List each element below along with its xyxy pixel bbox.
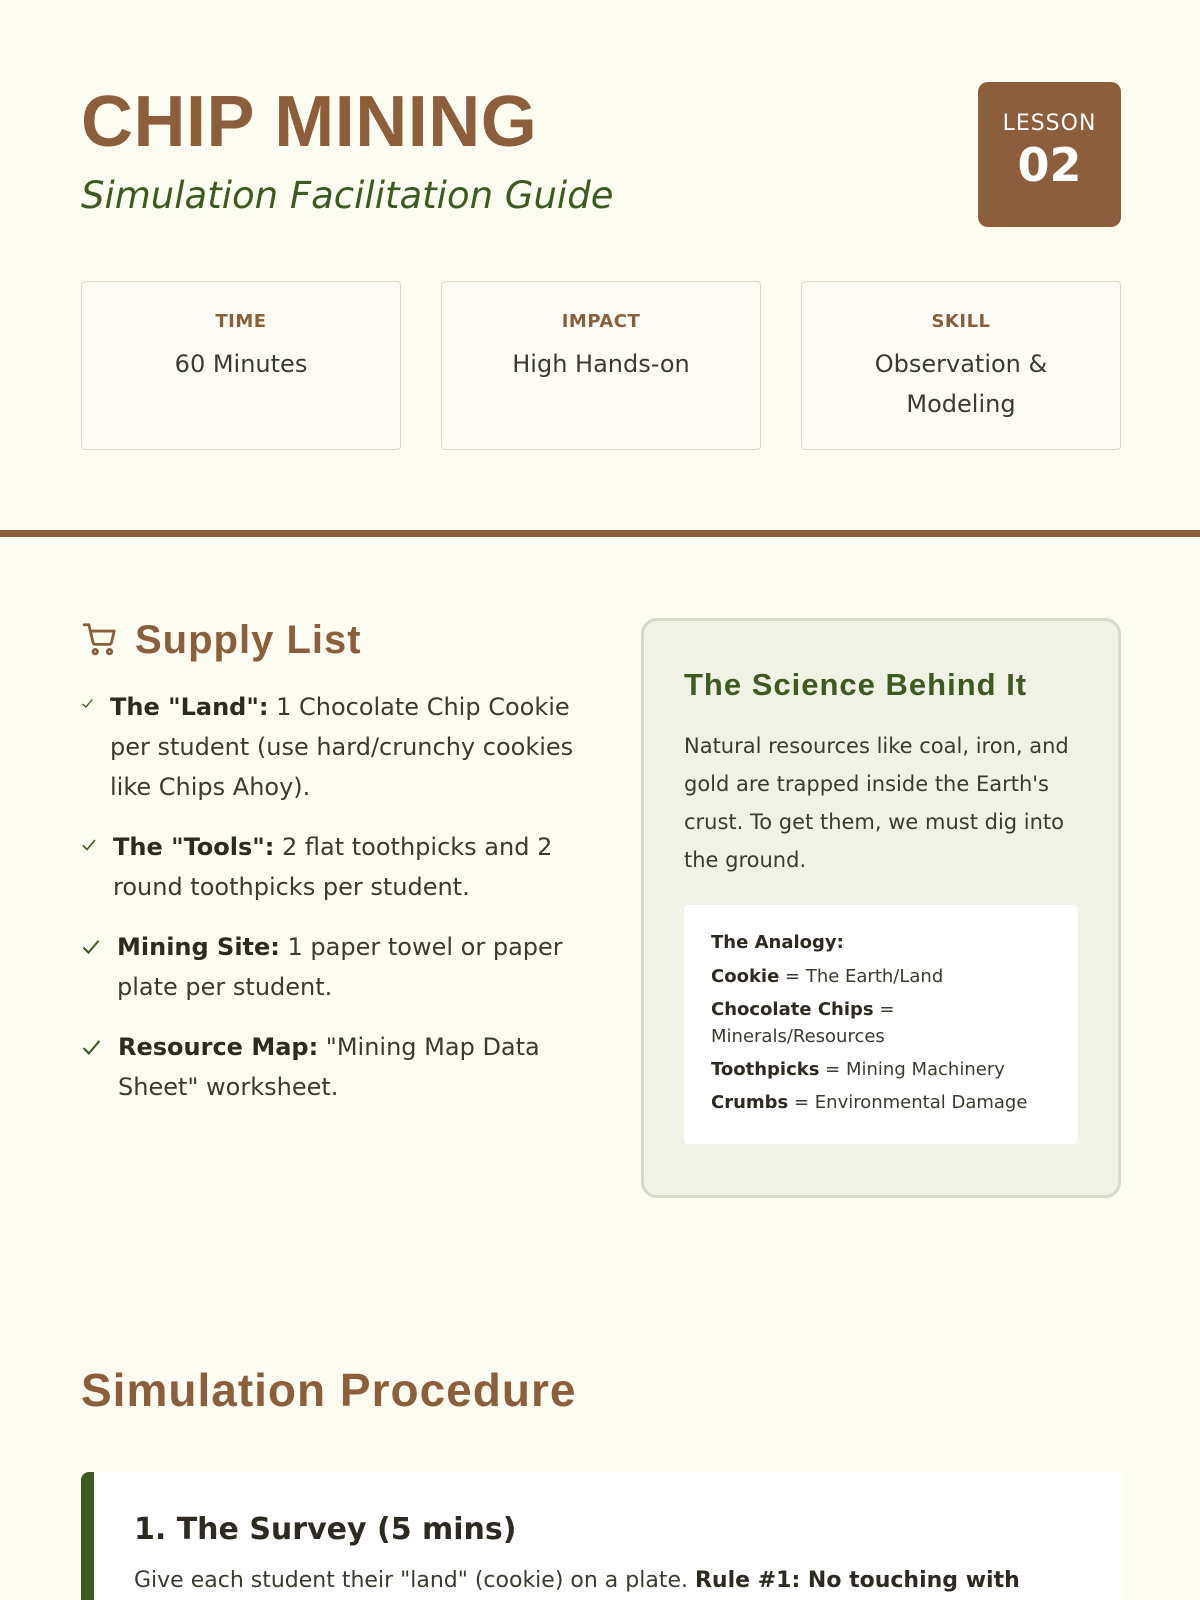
analogy-meaning: = Mining Machinery <box>819 1059 1005 1080</box>
stat-label: IMPACT <box>561 311 641 332</box>
analogy-term: Cookie <box>711 966 780 987</box>
analogy-meaning: = Environmental Damage <box>788 1092 1028 1113</box>
lesson-number: 02 <box>1017 138 1082 192</box>
supply-items <box>81 687 581 1107</box>
procedure-title: Simulation Procedure <box>81 1364 577 1416</box>
analogy-row <box>711 996 1051 1050</box>
supply-item-text: 1 Chocolate Chip Cookie per student (use hard/crunchy cookies like Chips Ahoy). <box>110 693 574 801</box>
step-title: 1. The Survey (5 mins) <box>134 1512 517 1547</box>
stat-card-skill <box>801 281 1121 450</box>
check-icon <box>81 697 94 710</box>
supply-list-title: Supply List <box>135 618 362 662</box>
analogy-box <box>684 905 1078 1144</box>
check-icon <box>81 1037 102 1058</box>
supply-item-label: The "Tools": <box>113 833 275 861</box>
supply-list-section <box>81 618 581 1127</box>
supply-item-label: Resource Map: <box>118 1033 319 1061</box>
supply-list-header <box>81 618 581 663</box>
stat-value: Observation & Modeling <box>874 350 1048 418</box>
stat-label: SKILL <box>931 311 991 332</box>
analogy-term: Chocolate Chips <box>711 999 874 1020</box>
list-item <box>81 927 581 1007</box>
analogy-row <box>711 1056 1051 1083</box>
stat-value: High Hands-on <box>512 350 690 378</box>
science-text: Natural resources like coal, iron, and gold are trapped inside the Earth's crust. To get them, we must dig into the ground. <box>684 734 1069 872</box>
stat-value: 60 Minutes <box>174 350 308 378</box>
page-subtitle: Simulation Facilitation Guide <box>81 174 614 217</box>
header <box>81 82 1121 232</box>
stat-card-time <box>81 281 401 450</box>
supply-item-label: The "Land": <box>110 693 269 721</box>
step-text <box>134 1564 1121 1598</box>
science-box <box>641 618 1121 1198</box>
lesson-label: LESSON <box>1002 111 1097 136</box>
analogy-row <box>711 1089 1051 1116</box>
cart-icon <box>81 620 119 662</box>
stat-card-impact <box>441 281 761 450</box>
check-icon <box>81 937 101 957</box>
step-text-body: Give each student their "land" (cookie) on a plate. <box>134 1568 695 1593</box>
stat-label: TIME <box>215 311 267 332</box>
check-icon <box>81 837 97 853</box>
stat-cards <box>81 281 1121 450</box>
supply-item-text: "Mining Map Data Sheet" worksheet. <box>118 1033 540 1101</box>
list-item <box>81 1027 581 1107</box>
step-card <box>81 1472 1121 1600</box>
supply-item-text: 2 flat toothpicks and 2 round toothpicks per student. <box>113 833 553 901</box>
analogy-meaning: = The Earth/Land <box>779 966 944 987</box>
list-item <box>81 827 581 907</box>
analogy-meaning: = Minerals/Resources <box>711 999 895 1047</box>
supply-item-text: 1 paper towel or paper plate per student. <box>117 933 563 1001</box>
lesson-badge <box>978 82 1121 227</box>
analogy-term: Crumbs <box>711 1092 789 1113</box>
analogy-term: Toothpicks <box>711 1059 820 1080</box>
section-divider <box>0 530 1200 537</box>
supply-item-label: Mining Site: <box>117 933 280 961</box>
science-title: The Science Behind It <box>684 667 1028 702</box>
list-item <box>81 687 581 807</box>
analogy-title: The Analogy: <box>711 932 844 953</box>
page-title: CHIP MINING <box>81 82 538 162</box>
analogy-row <box>711 963 1051 990</box>
step-rule: Rule #1: No touching with <box>694 1568 1020 1593</box>
